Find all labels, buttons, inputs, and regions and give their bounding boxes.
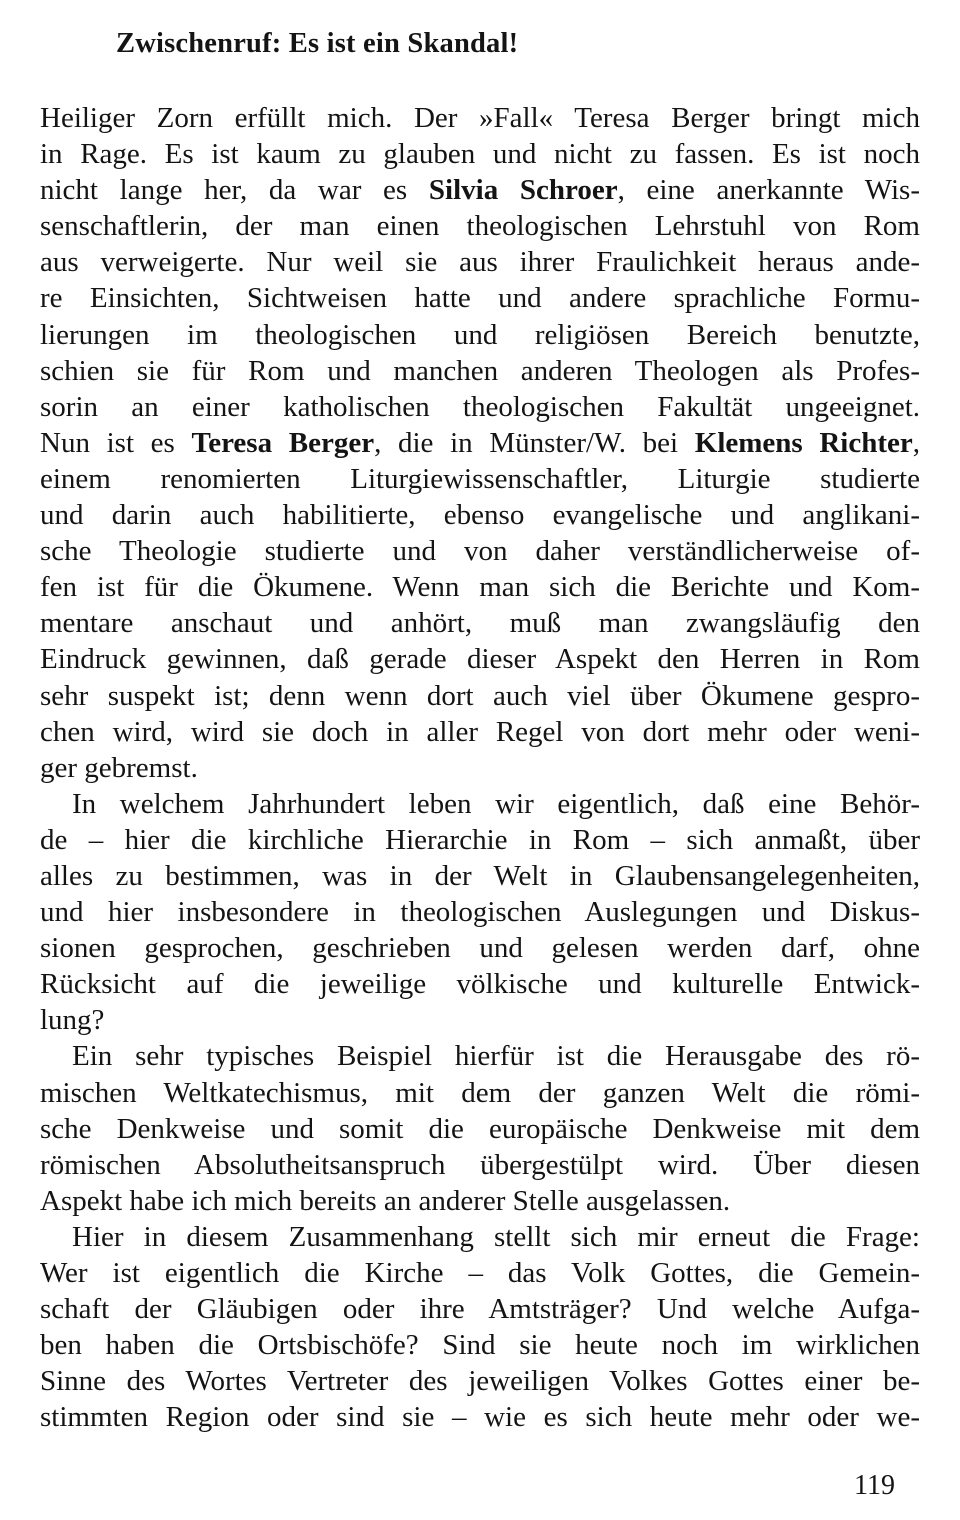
- page-title: Zwischenruf: Es ist ein Skandal!: [116, 28, 519, 59]
- text-line: [40, 1183, 920, 1219]
- text-segment: schaft der Gläubigen oder ihre Amtsträger? Und welche Aufga-: [40, 1293, 920, 1326]
- text-segment: Aspekt habe ich mich bereits an anderer Stelle ausgelassen.: [40, 1184, 731, 1217]
- text-line: [40, 533, 920, 569]
- text-line: [40, 714, 920, 750]
- text-line: [40, 389, 920, 425]
- text-segment: nicht lange her, da war es: [40, 174, 429, 207]
- text-line: [40, 100, 920, 136]
- text-segment: Eindruck gewinnen, daß gerade dieser Aspekt den Herren in Rom: [40, 643, 920, 676]
- text-segment: Hier in diesem Zusammenhang stellt sich mir erneut die Frage:: [72, 1220, 920, 1253]
- text-line: [40, 425, 920, 461]
- text-segment: Heiliger Zorn erfüllt mich. Der »Fall« Teresa Berger bringt mich: [40, 102, 920, 134]
- text-segment: sionen gesprochen, geschrieben und gelesen werden darf, ohne: [40, 932, 920, 965]
- text-line: [40, 1147, 920, 1183]
- text-line: [40, 497, 920, 533]
- text-line: [40, 605, 920, 641]
- text-line: [40, 678, 920, 714]
- text-line: [40, 317, 920, 353]
- page-number: 119: [854, 1470, 895, 1501]
- text-line: [40, 1219, 920, 1255]
- text-segment: mischen Weltkatechismus, mit dem der ganzen Welt die römi-: [40, 1076, 920, 1109]
- text-segment: mentare anschaut und anhört, muß man zwangsläufig den: [40, 607, 920, 640]
- text-line: [40, 1255, 920, 1291]
- text-segment: sche Theologie studierte und von daher verständlicherweise of-: [40, 535, 920, 568]
- text-segment: stimmten Region oder sind sie – wie es sich heute mehr oder we-: [40, 1401, 920, 1434]
- person-name: Silvia Schroer: [428, 174, 618, 207]
- text-segment: aus verweigerte. Nur weil sie aus ihrer Fraulichkeit heraus ande-: [40, 246, 920, 279]
- text-segment: sorin an einer katholischen theologischen Fakultät ungeeignet.: [40, 390, 920, 423]
- text-segment: Ein sehr typisches Beispiel hierfür ist die Herausgabe des rö-: [72, 1040, 920, 1073]
- text-segment: senschaftlerin, der man einen theologischen Lehrstuhl von Rom: [40, 210, 920, 243]
- text-line: [40, 894, 920, 930]
- text-segment: schien sie für Rom und manchen anderen Theologen als Profes-: [40, 354, 920, 387]
- text-segment: chen wird, wird sie doch in aller Regel von dort mehr oder weni-: [40, 715, 920, 748]
- text-line: [40, 244, 920, 280]
- text-line: [40, 1291, 920, 1327]
- text-segment: , die in Münster/W. bei: [374, 426, 695, 459]
- text-segment: und darin auch habilitierte, ebenso evangelische und anglikani-: [40, 499, 920, 532]
- text-line: [40, 353, 920, 389]
- text-segment: alles zu bestimmen, was in der Welt in Glaubensangelegenheiten,: [40, 859, 920, 892]
- text-line: [40, 1002, 920, 1038]
- body-text: [40, 100, 920, 1435]
- text-line: [40, 1363, 920, 1399]
- text-segment: ger gebremst.: [40, 751, 198, 784]
- text-line: [40, 858, 920, 894]
- text-line: [40, 750, 920, 786]
- text-segment: einem renomierten Liturgiewissenschaftler, Liturgie studierte: [40, 462, 920, 495]
- text-line: [40, 822, 920, 858]
- text-segment: Wer ist eigentlich die Kirche – das Volk Gottes, die Gemein-: [40, 1257, 920, 1289]
- text-segment: In welchem Jahrhundert leben wir eigentlich, daß eine Behör-: [72, 787, 920, 820]
- person-name: Teresa Berger: [191, 426, 375, 459]
- text-segment: Sinne des Wortes Vertreter des jeweiligen Volkes Gottes einer be-: [40, 1365, 920, 1398]
- text-line: [40, 569, 920, 605]
- text-segment: und hier insbesondere in theologischen Auslegungen und Diskus-: [40, 896, 920, 929]
- text-line: [40, 1399, 920, 1435]
- person-name: Klemens Richter: [694, 426, 913, 459]
- text-line: [40, 930, 920, 966]
- text-line: [40, 1075, 920, 1111]
- text-segment: sehr suspekt ist; denn wenn dort auch viel über Ökumene gespro-: [40, 679, 920, 712]
- text-line: [40, 136, 920, 172]
- text-line: [40, 966, 920, 1002]
- text-segment: römischen Absolutheitsanspruch übergestülpt wird. Über diesen: [40, 1148, 920, 1181]
- text-line: [40, 1327, 920, 1363]
- text-segment: Rücksicht auf die jeweilige völkische und kulturelle Entwick-: [40, 968, 920, 1001]
- text-segment: lung?: [40, 1004, 105, 1037]
- text-segment: sche Denkweise und somit die europäische Denkweise mit dem: [40, 1112, 920, 1145]
- text-line: [40, 172, 920, 208]
- text-line: [40, 1111, 920, 1147]
- text-segment: Nun ist es: [40, 426, 192, 459]
- text-segment: lierungen im theologischen und religiösen Bereich benutzte,: [40, 318, 920, 351]
- text-segment: fen ist für die Ökumene. Wenn man sich die Berichte und Kom-: [40, 571, 920, 604]
- text-line: [40, 461, 920, 497]
- text-segment: de – hier die kirchliche Hierarchie in Rom – sich anmaßt, über: [40, 823, 920, 856]
- text-line: [40, 1038, 920, 1074]
- text-line: [40, 280, 920, 316]
- text-line: [40, 208, 920, 244]
- text-segment: , eine anerkannte Wis-: [617, 174, 921, 207]
- text-segment: ben haben die Ortsbischöfe? Sind sie heute noch im wirklichen: [40, 1329, 920, 1362]
- text-line: [40, 786, 920, 822]
- text-segment: re Einsichten, Sichtweisen hatte und andere sprachliche Formu-: [40, 282, 920, 315]
- text-segment: in Rage. Es ist kaum zu glauben und nicht zu fassen. Es ist noch: [40, 138, 920, 171]
- text-segment: ,: [912, 426, 921, 459]
- text-line: [40, 641, 920, 677]
